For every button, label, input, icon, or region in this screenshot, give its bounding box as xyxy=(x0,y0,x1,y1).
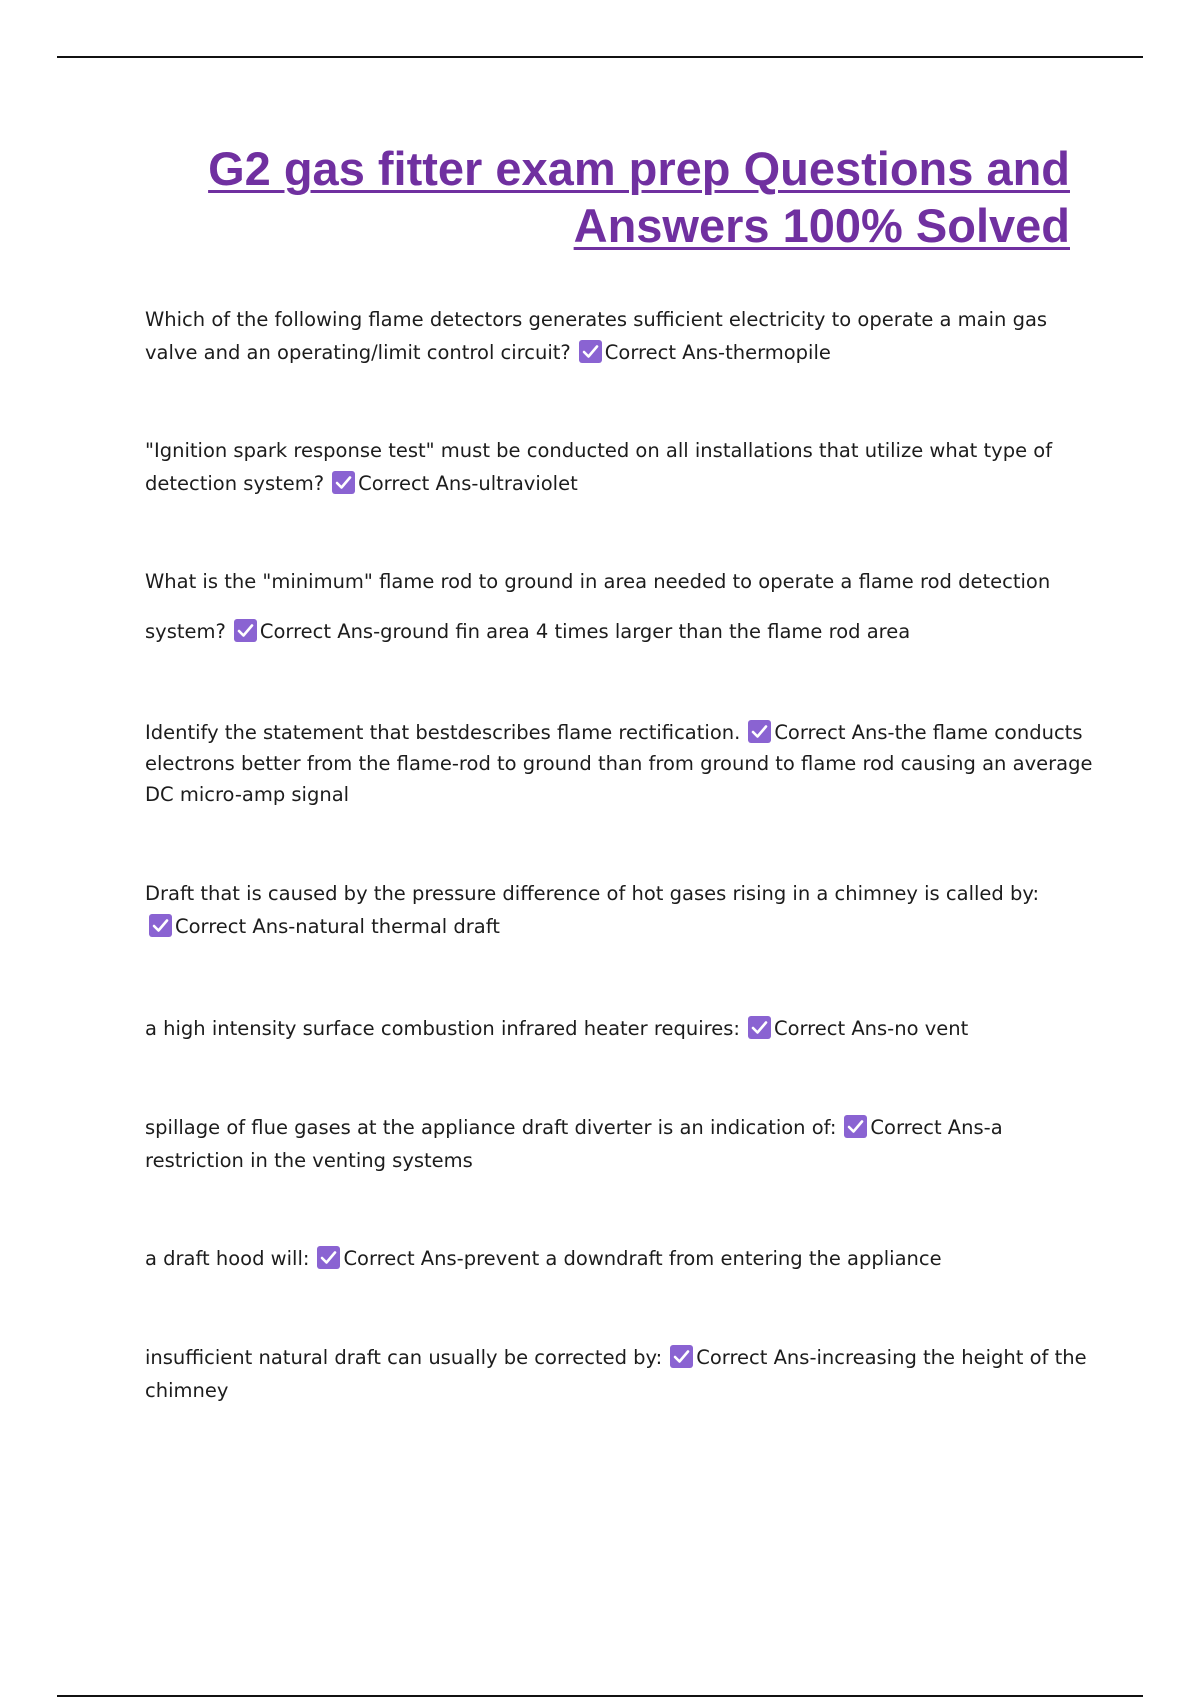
qa-item-5 xyxy=(145,877,1095,943)
qa-item-9 xyxy=(145,1341,1095,1407)
qa-item-7 xyxy=(145,1111,1095,1177)
top-rule xyxy=(57,56,1143,58)
answer-text: Correct Ans-no vent xyxy=(773,1017,969,1040)
check-mark-icon xyxy=(332,471,355,494)
question-text: insufficient natural draft can usually be corrected by: xyxy=(145,1346,663,1369)
answer-text: Correct Ans-a restriction in the venting systems xyxy=(145,1116,1003,1172)
answer-text: Correct Ans-prevent a downdraft from entering the appliance xyxy=(343,1247,942,1270)
title-line-2: Answers 100% Solved xyxy=(573,199,1070,252)
qa-item-3 xyxy=(145,557,1095,657)
check-mark-icon xyxy=(748,1016,771,1039)
answer-text: Correct Ans-ultraviolet xyxy=(358,472,578,495)
check-mark-icon xyxy=(844,1115,867,1138)
question-text: a high intensity surface combustion infrared heater requires: xyxy=(145,1017,740,1040)
qa-item-4 xyxy=(145,717,1095,810)
document-title xyxy=(140,140,1070,254)
answer-text: Correct Ans-the flame conducts electrons better from the flame-rod to ground than from ground to flame rod causing an average DC micro-amp signal xyxy=(145,721,1093,806)
bottom-rule xyxy=(57,1695,1143,1697)
check-mark-icon xyxy=(234,619,257,642)
question-text: Which of the following flame detectors generates sufficient electricity to operate a main gas valve and an operating/limit control circuit? xyxy=(145,308,1048,364)
question-text: a draft hood will: xyxy=(145,1247,310,1270)
question-text: Identify the statement that bestdescribes flame rectification. xyxy=(145,721,741,744)
answer-text: Correct Ans-increasing the height of the chimney xyxy=(145,1346,1087,1402)
check-mark-icon xyxy=(748,720,771,743)
qa-item-8 xyxy=(145,1242,1095,1275)
check-mark-icon xyxy=(317,1246,340,1269)
answer-text: Correct Ans-ground fin area 4 times larger than the flame rod area xyxy=(259,620,911,643)
answer-text: Correct Ans-natural thermal draft xyxy=(175,915,500,938)
qa-item-2 xyxy=(145,434,1095,500)
title-line-1: G2 gas fitter exam prep Questions and xyxy=(208,142,1070,195)
check-mark-icon xyxy=(149,914,172,937)
question-text: What is the "minimum" flame rod to ground in area needed to operate a flame rod detection system? xyxy=(145,570,1051,643)
question-text: "Ignition spark response test" must be conducted on all installations that utilize what type of detection system? xyxy=(145,439,1053,495)
qa-item-1 xyxy=(145,303,1095,369)
question-text: Draft that is caused by the pressure difference of hot gases rising in a chimney is called by: xyxy=(145,882,1040,905)
qa-item-6 xyxy=(145,1012,1095,1045)
check-mark-icon xyxy=(579,340,602,363)
check-mark-icon xyxy=(670,1345,693,1368)
question-text: spillage of flue gases at the appliance draft diverter is an indication of: xyxy=(145,1116,837,1139)
answer-text: Correct Ans-thermopile xyxy=(604,341,831,364)
